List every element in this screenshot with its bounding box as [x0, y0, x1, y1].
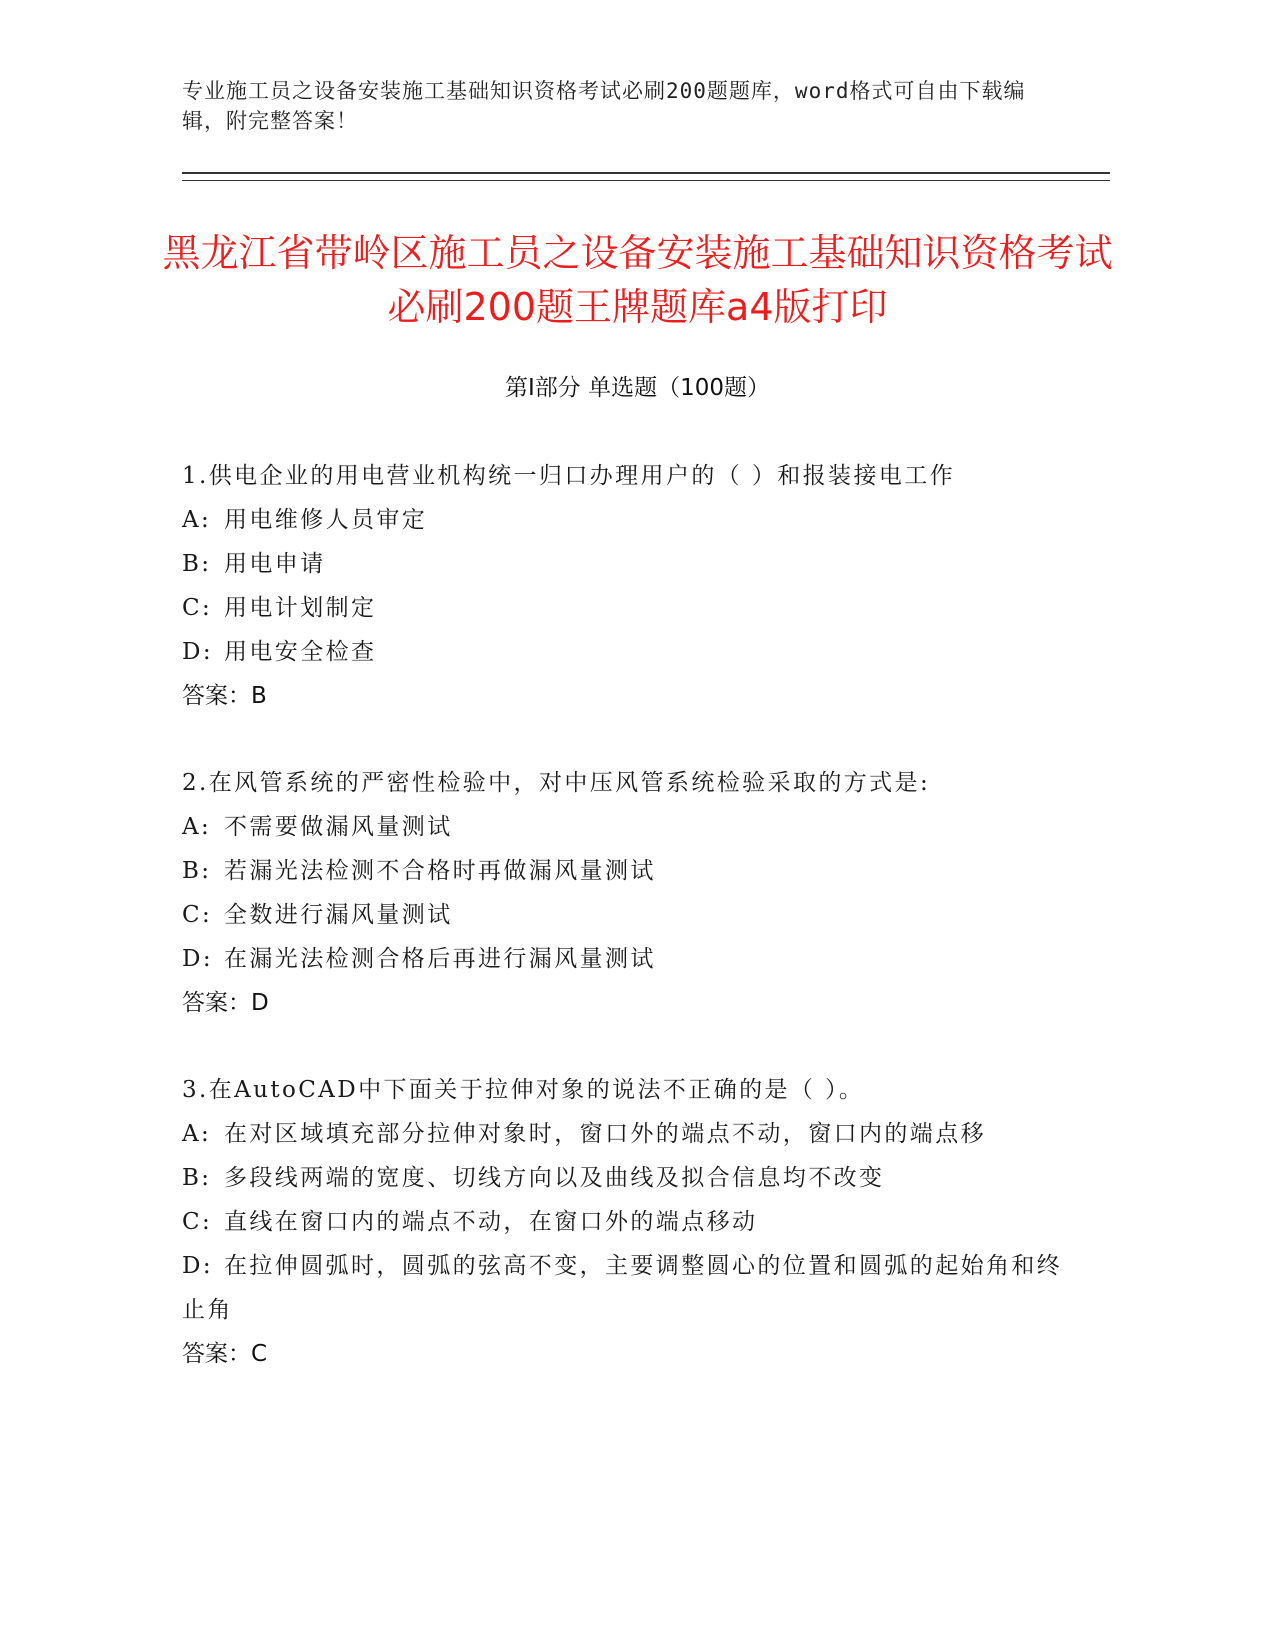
option-text: 用电安全检查 — [224, 639, 377, 665]
option-c — [182, 893, 1082, 937]
option-text: 在漏光法检测合格后再进行漏风量测试 — [224, 946, 656, 972]
option-c — [182, 1200, 1082, 1244]
question-3 — [182, 1068, 1082, 1376]
answer: 答案：B — [182, 683, 267, 709]
option-key: C: — [182, 595, 213, 621]
question-stem: 3.在AutoCAD中下面关于拉伸对象的说法不正确的是（ ）。 — [182, 1077, 865, 1103]
option-key: D: — [182, 639, 213, 665]
option-d — [182, 937, 1082, 981]
option-key: D: — [182, 1253, 213, 1279]
option-a — [182, 805, 1082, 849]
header-note: 专业施工员之设备安装施工基础知识资格考试必刷200题题库，word格式可自由下载编辑，附完整答案！ — [182, 79, 1026, 133]
option-key: A: — [182, 814, 212, 840]
question-stem: 2.在风管系统的严密性检验中，对中压风管系统检验采取的方式是: — [182, 770, 931, 796]
option-text: 不需要做漏风量测试 — [224, 814, 453, 840]
option-b — [182, 1156, 1082, 1200]
option-text: 用电维修人员审定 — [224, 507, 428, 533]
document-title: 黑龙江省带岭区施工员之设备安装施工基础知识资格考试必刷200题王牌题库a4版打印 — [162, 231, 1113, 329]
question-stem: 1.供电企业的用电营业机构统一归口办理用户的（ ）和报装接电工作 — [182, 463, 956, 489]
option-text: 全数进行漏风量测试 — [224, 902, 453, 928]
option-key: B: — [182, 1165, 212, 1191]
option-a — [182, 1112, 1082, 1156]
question-2 — [182, 761, 1082, 1025]
option-text: 若漏光法检测不合格时再做漏风量测试 — [224, 858, 656, 884]
option-key: B: — [182, 858, 212, 884]
option-key: A: — [182, 507, 212, 533]
option-text: 用电申请 — [224, 551, 326, 577]
option-d — [182, 1244, 1082, 1332]
option-key: C: — [182, 1209, 213, 1235]
option-text: 直线在窗口内的端点不动，在窗口外的端点移动 — [224, 1209, 758, 1235]
option-text: 多段线两端的宽度、切线方向以及曲线及拟合信息均不改变 — [224, 1165, 885, 1191]
option-key: C: — [182, 902, 213, 928]
option-key: B: — [182, 551, 212, 577]
option-a — [182, 498, 1082, 542]
answer: 答案：D — [182, 990, 269, 1016]
option-key: D: — [182, 946, 213, 972]
option-key: A: — [182, 1121, 212, 1147]
option-d — [182, 630, 1082, 674]
question-list — [182, 454, 1082, 1419]
option-c — [182, 586, 1082, 630]
header-divider-thick — [182, 172, 1110, 174]
option-text: 在拉伸圆弧时，圆弧的弦高不变，主要调整圆心的位置和圆弧的起始角和终止角 — [182, 1253, 1063, 1323]
option-b — [182, 849, 1082, 893]
answer: 答案：C — [182, 1341, 268, 1367]
header-divider-thin — [182, 180, 1110, 181]
question-1 — [182, 454, 1082, 718]
option-b — [182, 542, 1082, 586]
option-text: 用电计划制定 — [224, 595, 377, 621]
option-text: 在对区域填充部分拉伸对象时，窗口外的端点不动，窗口内的端点移 — [224, 1121, 986, 1147]
section-heading: 第Ⅰ部分 单选题（100题） — [505, 375, 770, 401]
